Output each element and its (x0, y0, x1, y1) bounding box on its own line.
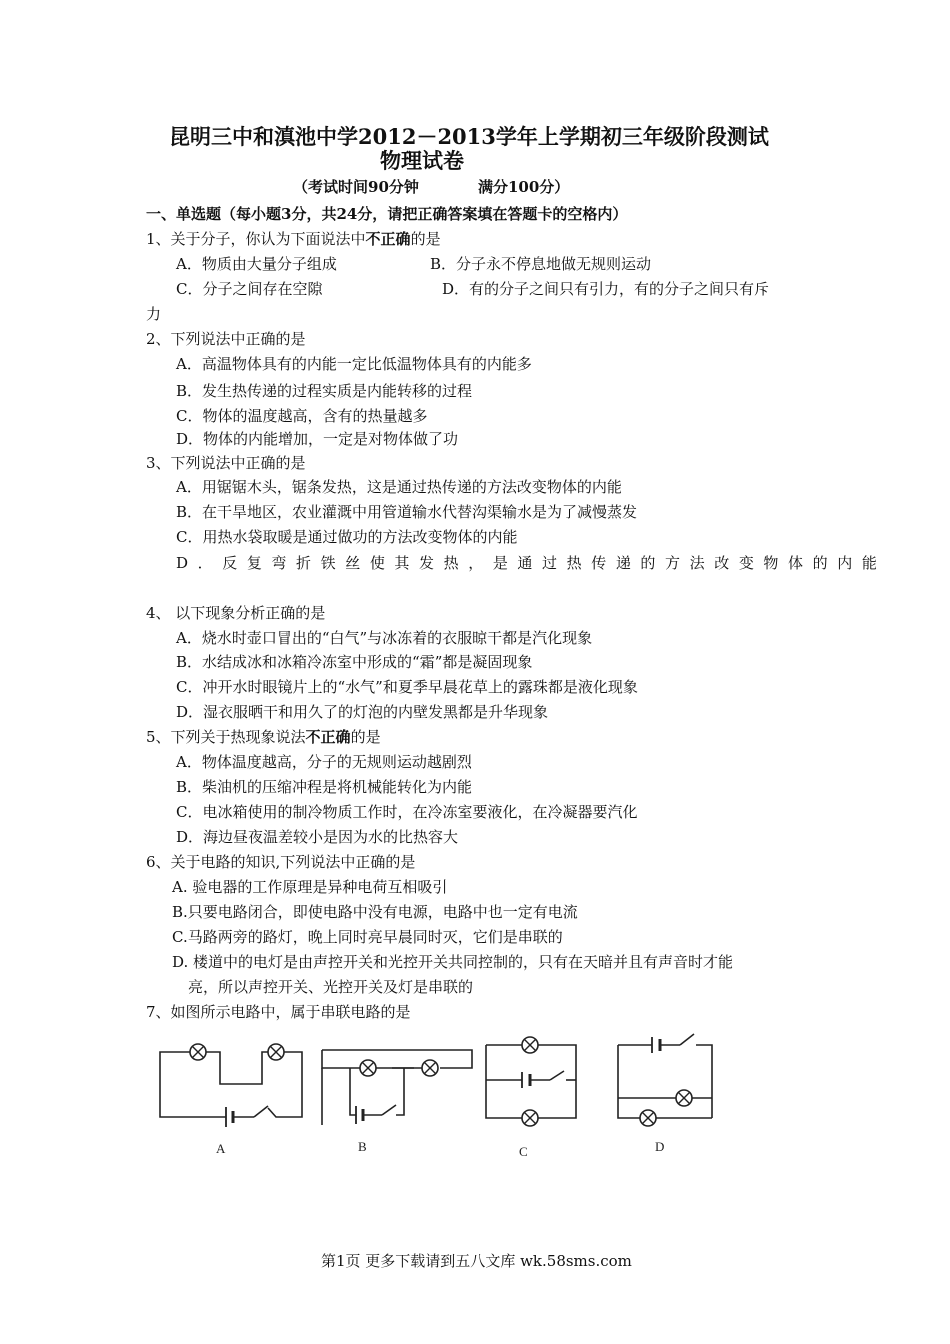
circuit-c (486, 1037, 576, 1126)
q5-stem-tail: 的是 (350, 728, 381, 746)
circuit-a-lamp-1 (190, 1044, 206, 1060)
circuit-label-d: D (655, 1139, 665, 1154)
q5-emphasis: 不正确 (305, 728, 351, 746)
q2-option-c: C．物体的温度越高，含有的热量越多 (176, 407, 428, 425)
q1-option-d-wrap: 力 (146, 305, 162, 323)
question-3-stem: 3、下列说法中正确的是 (146, 454, 306, 472)
question-6-stem: 6、关于电路的知识,下列说法中正确的是 (146, 853, 416, 871)
q2-option-b: B．发生热传递的过程实质是内能转移的过程 (176, 382, 473, 400)
circuit-d (618, 1034, 712, 1126)
q1-emphasis: 不正确 (365, 230, 411, 248)
q5-stem-text: 5、下列关于热现象说法 (146, 728, 306, 746)
circuit-b-lamp-2 (422, 1060, 438, 1076)
circuit-d-lamp-2 (640, 1110, 656, 1126)
q5-option-a: A．物体温度越高，分子的无规则运动越剧烈 (176, 753, 472, 771)
circuit-b (322, 1050, 472, 1125)
section-heading: 一、单选题（每小题3分，共24分，请把正确答案填在答题卡的空格内） (146, 205, 628, 223)
circuit-c-lamp-1 (522, 1037, 538, 1053)
exam-subject: 物理试卷 (380, 148, 464, 173)
circuit-a (160, 1044, 302, 1127)
q5-option-c: C．电冰箱使用的制冷物质工作时，在冷冻室要液化，在冷凝器要汽化 (176, 803, 638, 821)
q3-option-b: B．在干旱地区，农业灌溉中用管道输水代替沟渠输水是为了减慢蒸发 (176, 503, 638, 521)
full-score: 满分100分） (478, 178, 570, 196)
q6-option-c: C.马路两旁的路灯，晚上同时亮早晨同时灭，它们是串联的 (172, 928, 563, 946)
circuit-c-lamp-2 (522, 1110, 538, 1126)
circuit-label-c: C (519, 1144, 528, 1159)
page-footer: 第1页 更多下载请到五八文库 wk.58sms.com (321, 1252, 632, 1270)
q1-option-b: B．分子永不停息地做无规则运动 (430, 255, 652, 273)
question-7-stem: 7、如图所示电路中，属于串联电路的是 (146, 1003, 411, 1021)
circuit-d-lamp-1 (676, 1090, 692, 1106)
q1-option-c: C．分子之间存在空隙 (176, 280, 323, 298)
circuit-diagrams (0, 1020, 950, 1170)
question-1-stem (146, 228, 441, 249)
q6-option-a: A. 验电器的工作原理是异种电荷互相吸引 (172, 878, 448, 896)
question-5-stem (146, 726, 381, 747)
circuit-label-a: A (216, 1141, 226, 1156)
q1-option-d: D．有的分子之间只有引力，有的分子之间只有斥 (442, 280, 770, 298)
q5-option-b: B．柴油机的压缩冲程是将机械能转化为内能 (176, 778, 473, 796)
q4-option-a: A．烧水时壶口冒出的“白气”与冰冻着的衣服晾干都是汽化现象 (176, 629, 593, 647)
q5-option-d: D．海边昼夜温差较小是因为水的比热容大 (176, 828, 459, 846)
q1-option-a: A．物质由大量分子组成 (176, 255, 337, 273)
exam-title: 昆明三中和滇池中学2012－2013学年上学期初三年级阶段测试 (169, 124, 769, 149)
q1-stem-tail: 的是 (410, 230, 441, 248)
q3-option-d: D．反复弯折铁丝使其发热，是通过热传递的方法改变物体的内能 (176, 554, 887, 572)
exam-time: （考试时间90分钟 (293, 178, 419, 196)
q6-option-b: B.只要电路闭合，即使电路中没有电源，电路中也一定有电流 (172, 903, 578, 921)
q6-option-d-wrap: 亮，所以声控开关、光控开关及灯是串联的 (188, 978, 474, 996)
q3-option-a: A．用锯锯木头，锯条发热，这是通过热传递的方法改变物体的内能 (176, 478, 622, 496)
q2-option-d: D．物体的内能增加，一定是对物体做了功 (176, 430, 459, 448)
question-4-stem: 4、 以下现象分析正确的是 (146, 604, 326, 622)
q4-option-c: C．冲开水时眼镜片上的“水气”和夏季早晨花草上的露珠都是液化现象 (176, 678, 638, 696)
circuit-a-lamp-2 (268, 1044, 284, 1060)
q2-option-a: A．高温物体具有的内能一定比低温物体具有的内能多 (176, 355, 532, 373)
q4-option-d: D．湿衣服晒干和用久了的灯泡的内壁发黑都是升华现象 (176, 703, 549, 721)
q1-stem-text: 1、关于分子，你认为下面说法中 (146, 230, 366, 248)
q6-option-d: D. 楼道中的电灯是由声控开关和光控开关共同控制的，只有在天暗并且有声音时才能 (172, 953, 734, 971)
question-2-stem: 2、下列说法中正确的是 (146, 330, 306, 348)
circuit-b-lamp-1 (360, 1060, 376, 1076)
q3-option-c: C．用热水袋取暖是通过做功的方法改变物体的内能 (176, 528, 518, 546)
q4-option-b: B．水结成冰和冰箱冷冻室中形成的“霜”都是凝固现象 (176, 653, 533, 671)
circuit-label-b: B (358, 1139, 367, 1154)
